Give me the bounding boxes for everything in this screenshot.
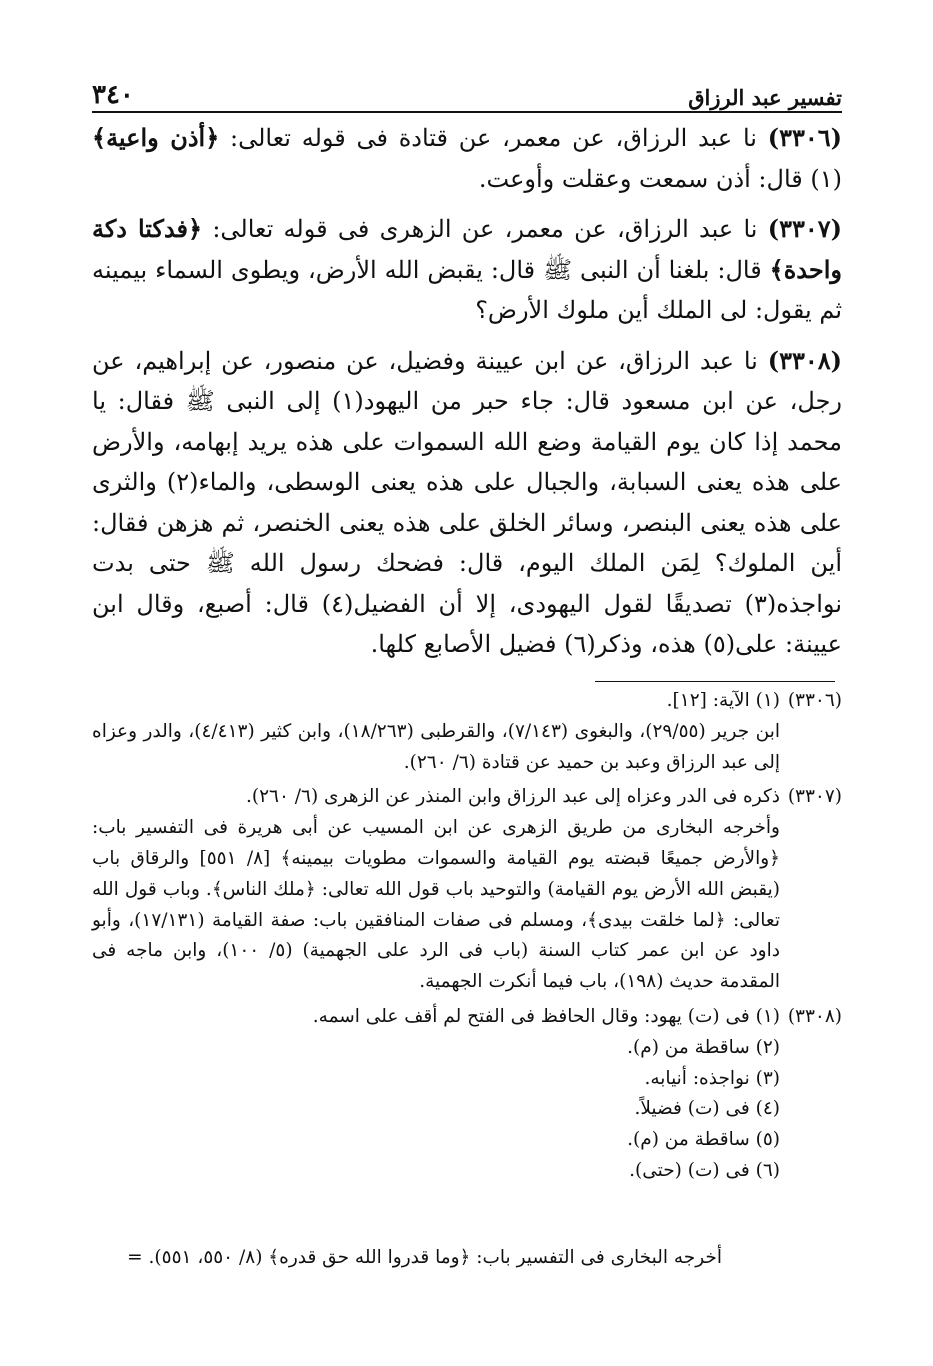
note-line: ذكره فى الدر وعزاه إلى عبد الرزاق وابن المنذر عن الزهرى (٦/ ٢٦٠). <box>245 786 780 808</box>
footnote-rule <box>595 681 835 682</box>
paragraph-text-after: قال: بلغنا أن النبى ﷺ قال: يقبض الله الأرض، ويطوى السماء بيمينه ثم يقول: لى الملك أين ملوك الأرض؟ <box>92 255 842 324</box>
note-sub-item: (٦) فى (ت) (حتى). <box>629 1159 780 1181</box>
quran-quote: ﴿أذن واعية﴾ <box>92 123 220 152</box>
note-line: ابن جرير (٢٩/٥٥)، والبغوى (٧/١٤٣)، والقرطبى (١٨/٢٦٣)، وابن كثير (٤/٤١٣)، والدر وعزاه إلى عبد الرزاق وعبد بن حميد عن قتادة (٦/ ٢٦٠). <box>92 720 780 773</box>
hadith-number: (٣٣٠٧) <box>767 214 842 243</box>
paragraph-text: نا عبد الرزاق، عن معمر، عن الزهرى فى قوله تعالى: <box>202 215 758 243</box>
note-label: (٣٣٠٦) <box>787 690 842 711</box>
main-text <box>92 118 842 675</box>
note-3308 <box>92 1002 842 1187</box>
paragraph-text: نا عبد الرزاق، عن معمر، عن قتادة فى قوله تعالى: <box>219 124 757 152</box>
note-sub-list <box>92 1033 842 1187</box>
header-rule <box>92 111 842 113</box>
paragraph-text: نا عبد الرزاق، عن ابن عيينة وفضيل، عن منصور، عن إبراهيم، عن رجل، عن ابن مسعود قال: جاء حبر من اليهود(١) إلى النبى ﷺ فقال: يا محمد إذا كان يوم القيامة وضع الله السموات على هذه يريد إبهامه، والأرض على هذه يعنى السبابة، والجبال على هذه يعنى الوسطى، والماء(٢) والثرى على هذه يعنى البنصر، وسائر الخلق على هذه يعنى الخنصر، ثم هزهن فقال: أين الملوك؟ لِمَن الملك اليوم، قال: فضحك رسول الله ﷺ حتى بدت نواجذه(٣) تصديقًا لقول اليهودى، إلا أن الفضيل(٤) قال: أصبع، وقال ابن عيينة: على(٥) هذه، وذكر(٦) فضيل الأصابع كلها. <box>92 346 842 658</box>
note-label: (٣٣٠٧) <box>787 786 842 808</box>
quran-quote: ﴿فدكتا دكة واحدة﴾ <box>92 214 842 284</box>
note-sub-item: (٤) فى (ت) فضيلاً. <box>634 1098 780 1120</box>
paragraph-3308 <box>92 341 842 665</box>
hadith-number: (٣٣٠٦) <box>767 123 842 152</box>
note-3307 <box>92 782 842 998</box>
paragraph-3306 <box>92 118 842 199</box>
note-sub-item: (٥) ساقطة من (م). <box>627 1129 780 1151</box>
note-sub-item: (٣) نواجذه: أنيابه. <box>644 1067 780 1089</box>
final-note-line: أخرجه البخارى فى التفسير باب: ﴿وما قدروا الله حق قدره﴾ (٨/ ٥٥٠، ٥٥١). = <box>127 1247 722 1268</box>
note-line: وأخرجه البخارى من طريق الزهرى عن ابن المسيب عن أبى هريرة فى التفسير باب: ﴿والأرض جميعًا قبضته يوم القيامة والسموات مطويات بيمينه﴾ [٨/ ٥٥١] والرقاق باب (يقبض الله الأرض يوم القيامة) والتوحيد باب قول الله تعالى: ﴿ملك الناس﴾. وباب قول الله تعالى: ﴿لما خلقت بيدى﴾، ومسلم فى صفات المنافقين باب: صفة القيامة (١٧/١٣١)، وأبو داود عن ابن عمر كتاب السنة (باب فى الرد على الجهمية) (٥/ ١٠٠)، وابن ماجه فى المقدمة حديث (١٩٨)، باب فيما أنكرت الجهمية. <box>92 817 780 993</box>
note-label: (٣٣٠٨) <box>787 1005 842 1027</box>
page-header <box>92 70 842 110</box>
note-line: (١) الآية: [١٢]. <box>666 690 780 711</box>
note-line: (١) فى (ت) يهود: وقال الحافظ فى الفتح لم أقف على اسمه. <box>312 1005 780 1027</box>
running-title: تفسير عبد الرزاق <box>688 85 842 110</box>
hadith-number: (٣٣٠٨) <box>767 345 842 375</box>
page-number: ٣٤٠ <box>92 80 134 110</box>
footnotes <box>92 686 842 1191</box>
note-3306 <box>92 686 842 778</box>
paragraph-text-after: (١) قال: أذن سمعت وعقلت وأوعت. <box>478 164 842 193</box>
paragraph-3307 <box>92 209 842 331</box>
note-sub-item: (٢) ساقطة من (م). <box>627 1036 780 1058</box>
